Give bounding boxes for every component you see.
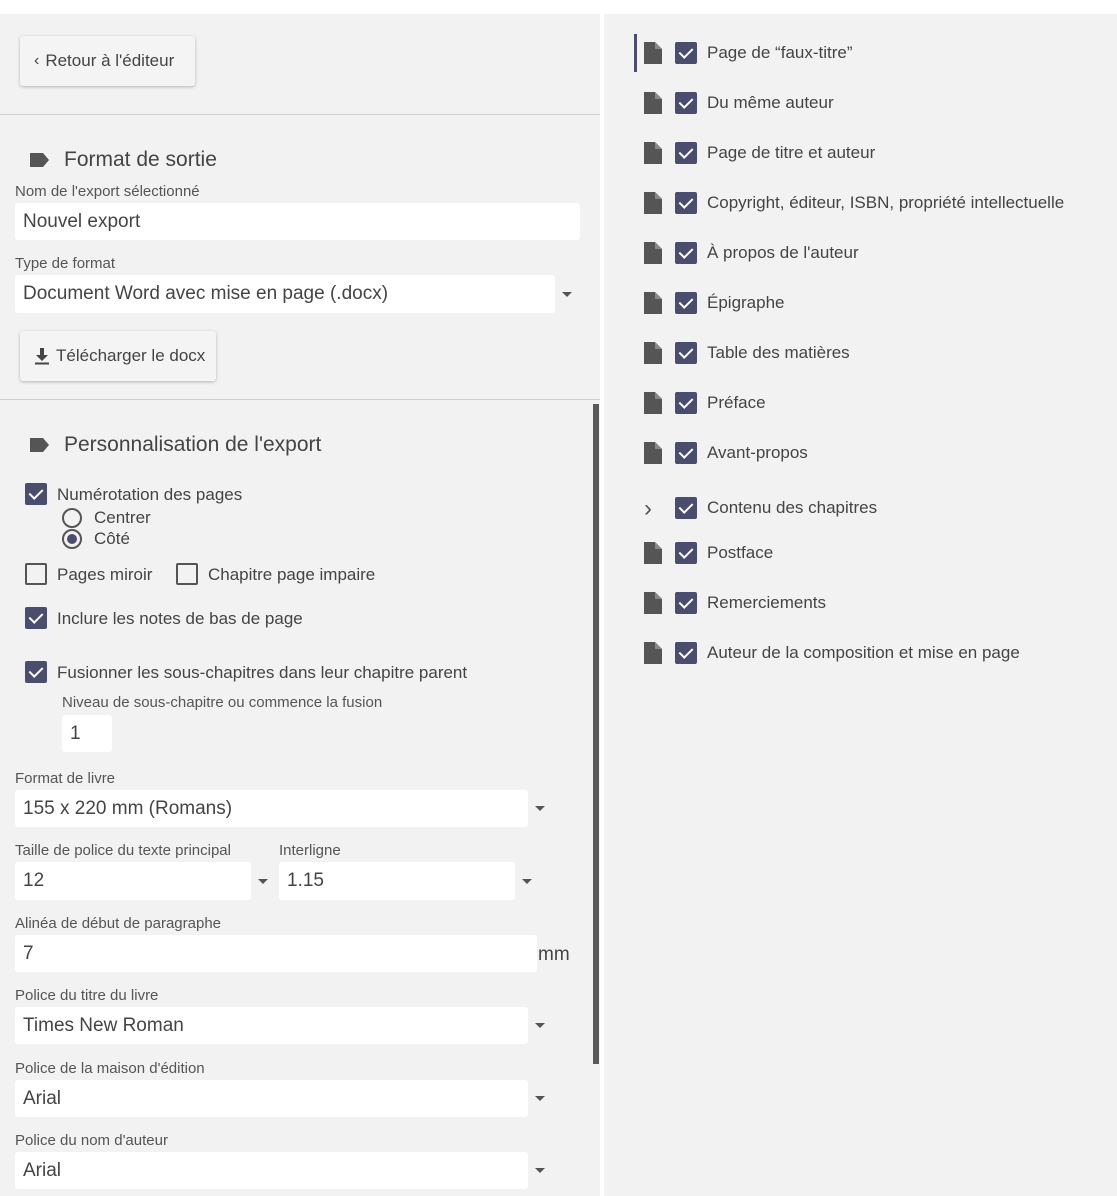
section-label: Remerciements bbox=[707, 593, 827, 612]
section-label: Page de “faux-titre” bbox=[707, 43, 853, 62]
publisher-font-label: Police de la maison d'édition bbox=[15, 1060, 205, 1077]
label-tag-icon bbox=[28, 152, 50, 168]
section-label: Du même auteur bbox=[707, 93, 834, 112]
section-label: Auteur de la composition et mise en page bbox=[707, 643, 1020, 662]
section-item[interactable] bbox=[604, 433, 1117, 473]
section-item[interactable] bbox=[604, 533, 1117, 573]
back-button-label: Retour à l'éditeur bbox=[45, 51, 175, 70]
font-size-label: Taille de police du texte principal bbox=[15, 842, 231, 859]
section-checkbox[interactable] bbox=[675, 392, 697, 414]
section-checkbox[interactable] bbox=[675, 642, 697, 664]
document-icon bbox=[644, 392, 662, 414]
section-label: Postface bbox=[707, 543, 774, 562]
radio-center-label: Centrer bbox=[94, 508, 151, 527]
section-label: Préface bbox=[707, 393, 766, 412]
chevron-left-icon: ‹ bbox=[34, 52, 40, 69]
chevron-down-icon[interactable] bbox=[562, 292, 572, 297]
publisher-font-select[interactable]: Arial bbox=[15, 1080, 528, 1117]
section-item[interactable] bbox=[604, 133, 1117, 173]
section-item[interactable] bbox=[604, 183, 1117, 223]
mirror-pages-label: Pages miroir bbox=[57, 565, 153, 584]
section-item[interactable] bbox=[604, 33, 1117, 73]
chevron-down-icon[interactable] bbox=[522, 879, 532, 884]
line-spacing-label: Interligne bbox=[279, 842, 341, 859]
document-icon bbox=[644, 542, 662, 564]
section-item[interactable] bbox=[604, 488, 1117, 528]
author-font-select[interactable]: Arial bbox=[15, 1152, 528, 1189]
footnotes-label: Inclure les notes de bas de page bbox=[57, 609, 303, 628]
section-item[interactable] bbox=[604, 333, 1117, 373]
divider bbox=[0, 399, 600, 400]
export-name-input[interactable]: Nouvel export bbox=[15, 203, 580, 240]
mirror-pages-checkbox[interactable] bbox=[25, 563, 47, 585]
back-to-editor-button[interactable] bbox=[20, 36, 195, 86]
section-checkbox[interactable] bbox=[675, 342, 697, 364]
section-checkbox[interactable] bbox=[675, 442, 697, 464]
merge-subchapters-checkbox[interactable] bbox=[25, 661, 47, 683]
section-checkbox[interactable] bbox=[675, 92, 697, 114]
download-docx-button[interactable]: Télécharger le docx bbox=[20, 331, 216, 381]
section-label: Table des matières bbox=[707, 343, 850, 362]
chevron-right-icon[interactable]: › bbox=[644, 495, 652, 522]
document-icon bbox=[644, 92, 662, 114]
section-item[interactable] bbox=[604, 283, 1117, 323]
section-checkbox[interactable] bbox=[675, 42, 697, 64]
document-icon bbox=[644, 442, 662, 464]
section-checkbox[interactable] bbox=[675, 292, 697, 314]
document-icon bbox=[644, 242, 662, 264]
section-item[interactable] bbox=[604, 383, 1117, 423]
scrollbar[interactable] bbox=[593, 404, 599, 1064]
export-name-label: Nom de l'export sélectionné bbox=[15, 183, 200, 200]
indent-input[interactable]: 7 bbox=[15, 935, 537, 972]
page-numbering-checkbox[interactable] bbox=[25, 483, 47, 505]
section-label: Avant-propos bbox=[707, 443, 808, 462]
chevron-down-icon[interactable] bbox=[535, 1023, 545, 1028]
label-tag-icon bbox=[28, 437, 50, 453]
output-section-title: Format de sortie bbox=[28, 148, 217, 172]
sections-panel bbox=[604, 14, 1117, 1196]
merge-subchapters-label: Fusionner les sous-chapitres dans leur chapitre parent bbox=[57, 663, 468, 682]
section-checkbox[interactable] bbox=[675, 497, 697, 519]
section-checkbox[interactable] bbox=[675, 242, 697, 264]
section-checkbox[interactable] bbox=[675, 542, 697, 564]
radio-side-label: Côté bbox=[94, 529, 130, 548]
document-icon bbox=[644, 592, 662, 614]
section-item[interactable] bbox=[604, 83, 1117, 123]
odd-chapter-label: Chapitre page impaire bbox=[208, 565, 376, 584]
document-icon bbox=[644, 642, 662, 664]
book-format-select[interactable]: 155 x 220 mm (Romans) bbox=[15, 790, 528, 827]
line-spacing-select[interactable]: 1.15 bbox=[279, 862, 515, 900]
indent-label: Alinéa de début de paragraphe bbox=[15, 915, 222, 932]
document-icon bbox=[644, 342, 662, 364]
section-item[interactable] bbox=[604, 233, 1117, 273]
odd-chapter-checkbox[interactable] bbox=[176, 563, 198, 585]
section-label: Contenu des chapitres bbox=[707, 498, 878, 517]
chevron-down-icon[interactable] bbox=[535, 806, 545, 811]
section-label: Copyright, éditeur, ISBN, propriété intellectuelle bbox=[707, 193, 1065, 212]
document-icon bbox=[644, 142, 662, 164]
merge-level-label: Niveau de sous-chapitre ou commence la fusion bbox=[62, 694, 383, 711]
section-checkbox[interactable] bbox=[675, 142, 697, 164]
chevron-down-icon[interactable] bbox=[535, 1168, 545, 1173]
radio-side[interactable] bbox=[62, 529, 82, 549]
merge-level-input[interactable]: 1 bbox=[62, 715, 112, 752]
chevron-down-icon[interactable] bbox=[535, 1096, 545, 1101]
radio-center[interactable] bbox=[62, 508, 82, 528]
left-panel bbox=[0, 14, 600, 1196]
section-checkbox[interactable] bbox=[675, 192, 697, 214]
title-font-label: Police du titre du livre bbox=[15, 987, 159, 1004]
section-item[interactable] bbox=[604, 583, 1117, 623]
title-font-select[interactable]: Times New Roman bbox=[15, 1007, 528, 1044]
section-label: À propos de l'auteur bbox=[707, 243, 859, 262]
footnotes-checkbox[interactable] bbox=[25, 607, 47, 629]
custom-section-title: Personnalisation de l'export bbox=[28, 433, 321, 457]
indent-unit: mm bbox=[538, 944, 570, 965]
format-type-select[interactable]: Document Word avec mise en page (.docx) bbox=[15, 275, 555, 313]
document-icon bbox=[644, 192, 662, 214]
divider bbox=[0, 114, 600, 115]
section-item[interactable] bbox=[604, 633, 1117, 673]
section-label: Page de titre et auteur bbox=[707, 143, 876, 162]
font-size-select[interactable]: 12 bbox=[15, 862, 251, 900]
section-label: Épigraphe bbox=[707, 293, 785, 312]
book-format-label: Format de livre bbox=[15, 770, 116, 787]
download-icon bbox=[34, 347, 50, 365]
document-icon bbox=[644, 42, 662, 64]
chevron-down-icon[interactable] bbox=[258, 879, 268, 884]
author-font-label: Police du nom d'auteur bbox=[15, 1132, 168, 1149]
section-checkbox[interactable] bbox=[675, 592, 697, 614]
format-type-label: Type de format bbox=[15, 255, 116, 272]
document-icon bbox=[644, 292, 662, 314]
page-numbering-label: Numérotation des pages bbox=[57, 485, 243, 504]
